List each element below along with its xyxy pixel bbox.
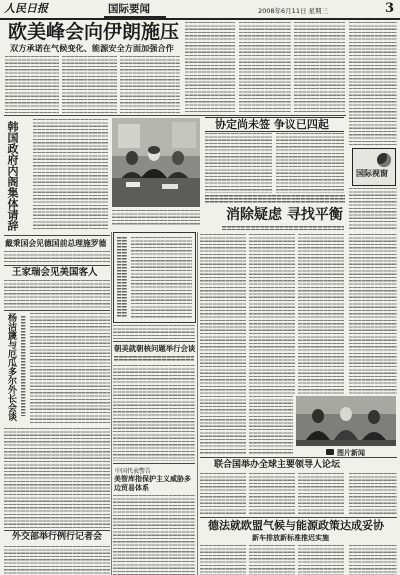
pact-headline-box (205, 117, 344, 132)
article-body (349, 545, 397, 575)
gulf-kicker (205, 195, 345, 203)
article-body (4, 251, 110, 263)
article-body (131, 237, 192, 318)
section-divider (113, 341, 195, 342)
dprk-subhead (114, 356, 194, 361)
article-body (349, 234, 397, 394)
section-divider (200, 457, 397, 458)
article-body (33, 119, 108, 230)
issue-date: 2008年6月11日 星期三 (258, 7, 329, 15)
eu-climate-headline: 德法就欧盟气候与能源政策达成妥协 (208, 519, 384, 532)
globe-icon (377, 153, 391, 167)
column-box-label: 国际视窗 (356, 168, 388, 178)
wang-headline: 王家瑞会见美国客人 (12, 267, 98, 278)
eu-climate-subhead: 新车排放新标准推迟实施 (252, 533, 329, 542)
article-body (249, 473, 295, 516)
article-body (200, 396, 246, 454)
gulf-headline: 消除疑虑 寻找平衡 (226, 207, 343, 223)
article-body (298, 545, 344, 575)
article-body (349, 473, 397, 516)
lead-subhead: 双方承诺在气候变化、能源安全方面加强合作 (10, 43, 174, 53)
section-banner (104, 3, 166, 18)
masthead-rule (0, 18, 400, 20)
article-body (113, 495, 195, 575)
page-number: 3 (385, 1, 395, 16)
article-body (113, 325, 195, 339)
section-divider (200, 517, 397, 518)
article-body (200, 473, 246, 516)
article-body (4, 546, 110, 575)
newspaper-logo: 人民日报 (4, 2, 48, 15)
article-body (349, 188, 397, 230)
article-body (249, 545, 295, 575)
lead-headline: 欧美峰会向伊朗施压 (8, 21, 180, 43)
dprk-headline: 朝美就朝核问题举行会谈 (114, 344, 196, 353)
section-divider (4, 265, 110, 266)
section-divider (4, 235, 110, 236)
article-body (249, 396, 293, 454)
article-body (185, 22, 235, 112)
section-divider (4, 310, 110, 311)
article-body (239, 22, 291, 112)
article-body (298, 234, 344, 394)
article-body (4, 280, 110, 308)
mfa-headline: 外交部举行例行记者会 (12, 532, 103, 542)
pact-headline: 协定尚未签 争议已四起 (215, 118, 329, 131)
gulf-byline (222, 226, 344, 230)
article-body (298, 473, 344, 516)
protectionism-kicker: 中国代表警告 (115, 468, 152, 475)
article-body (5, 56, 59, 113)
dai-headline: 戴秉国会见德国前总理施罗德 (5, 239, 107, 248)
column-box (352, 148, 396, 186)
article-body (349, 22, 397, 145)
article-body (205, 133, 272, 193)
summit-photo (112, 118, 200, 207)
article-body (200, 234, 246, 394)
yang-headline: 杨洁篪与厄瓜多尔外长会谈 (6, 313, 16, 421)
camera-icon (326, 449, 334, 455)
section-title: 国际要闻 (108, 3, 150, 15)
article-body (200, 545, 246, 575)
photo-caption (112, 210, 200, 225)
article-body (294, 22, 345, 112)
section-divider (4, 115, 346, 116)
column-rule (111, 232, 112, 575)
photo-news-label: 图片新闻 (337, 449, 365, 457)
yang-subhead (21, 316, 26, 416)
feature-box-title (117, 237, 127, 317)
news-photo (296, 396, 396, 446)
section-divider (113, 463, 195, 464)
article-body (276, 133, 344, 193)
article-body (62, 56, 117, 113)
article-body (249, 234, 295, 394)
protectionism-headline: 美智库指保护主义威胁多边贸易体系 (114, 474, 191, 492)
column-rule (197, 232, 198, 575)
article-body (113, 365, 195, 461)
article-body (120, 56, 180, 113)
korea-headline: 韩国政府内阁集体请辞 (6, 121, 19, 231)
article-body (4, 428, 110, 528)
un-forum-headline: 联合国举办全球主要领导人论坛 (214, 460, 341, 470)
feature-box (113, 232, 196, 323)
section-divider (4, 530, 110, 531)
article-body (30, 313, 110, 424)
